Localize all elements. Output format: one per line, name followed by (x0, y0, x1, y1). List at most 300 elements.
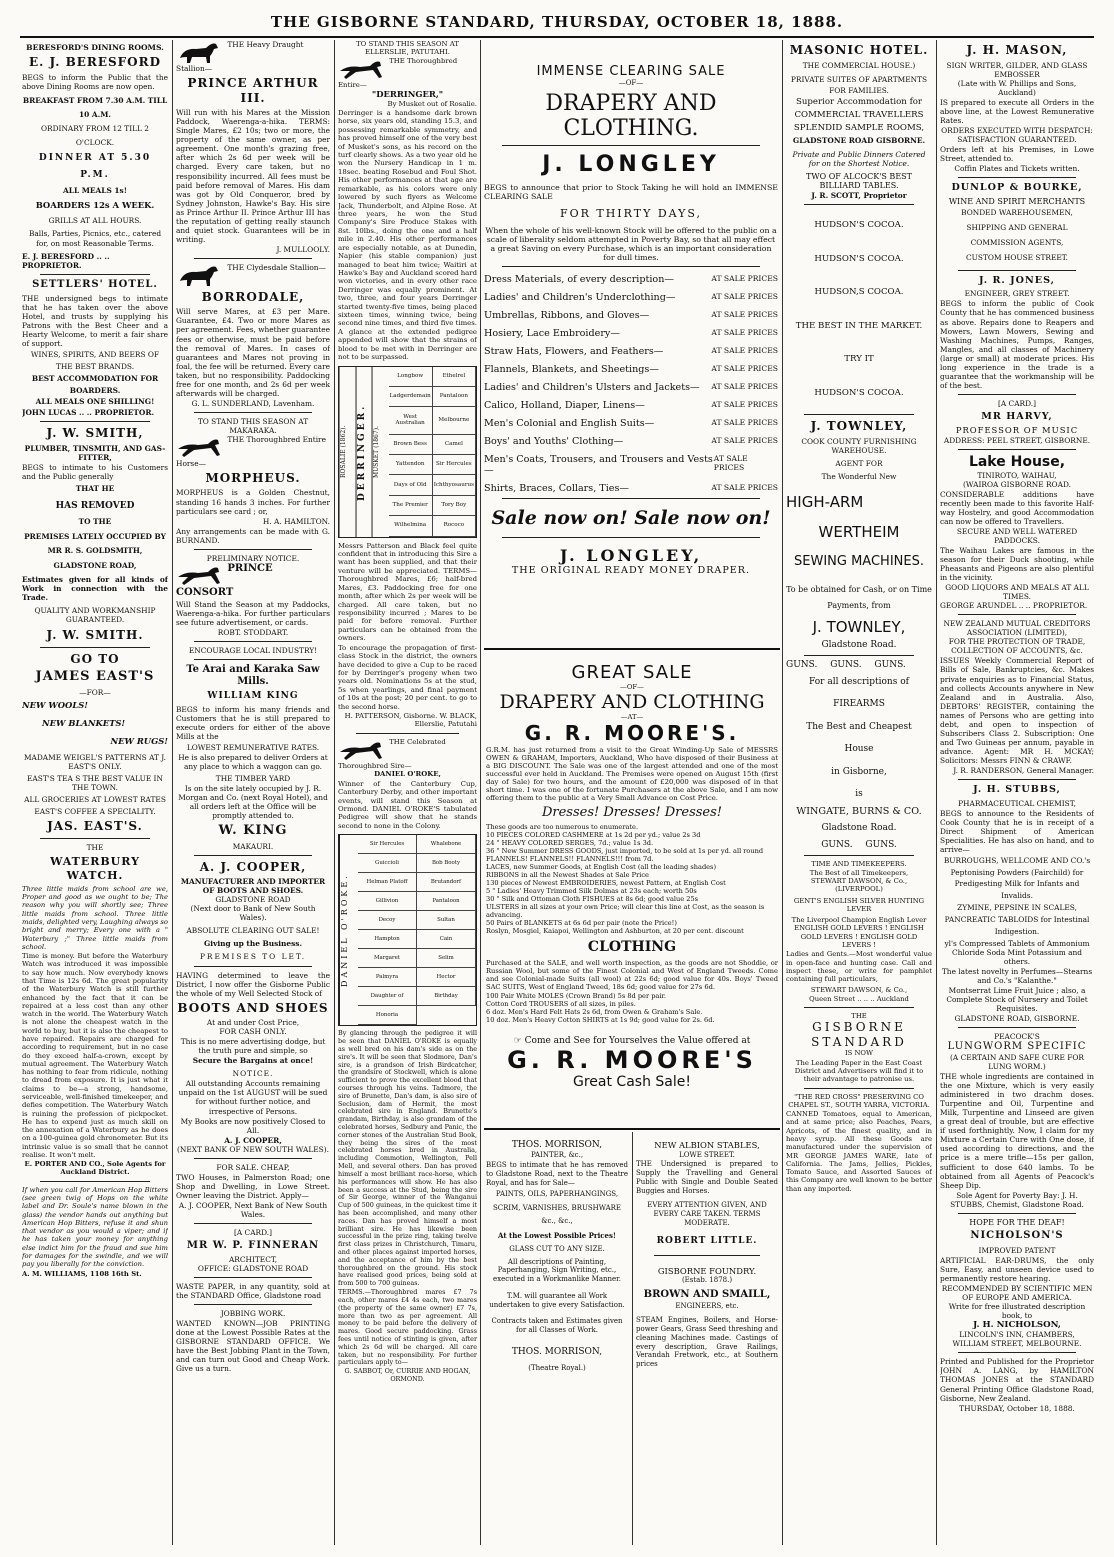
smith-line: TO THE (78, 516, 112, 526)
dawson-signature: STEWART DAWSON, & Co., (810, 986, 908, 995)
masonic-line: PRIVATE SUITES OF APARTMENTS FOR FAMILIES. (790, 74, 928, 95)
pedigree-side: ROSALIE (1862). (339, 367, 356, 537)
creditors-title: NEW ZEALAND MUTUAL CREDITORS ASSOCIATION (LIMITED), (943, 619, 1091, 638)
east-line: NEW RUGS! (110, 735, 168, 746)
dawson-gold: ENGLISH GOLD LEVERS ! ENGLISH GOLD LEVERS ! ENGLISH GOLD LEVERS ! (794, 924, 924, 949)
dan-pedigree-grid (358, 835, 476, 1025)
settlers-line: WINES, SPIRITS, AND BEERS OF THE BEST BRANDS. (30, 349, 160, 371)
longley-item-row (484, 483, 778, 494)
hopbitters-signature: A. M. WILLIAMS, 1108 16th St. (22, 1269, 142, 1278)
guns-line: in Gisborne, (831, 766, 887, 777)
longley-item-row (484, 400, 778, 411)
longley-item-row (484, 418, 778, 429)
moore-name: G. R. MOORE'S. (524, 721, 740, 745)
moore-name2: G. R. MOORE'S (507, 1046, 757, 1074)
morrison-addr: (Theatre Royal.) (528, 1364, 586, 1373)
moore-footer (486, 1036, 778, 1126)
morrison-trade: PAINTER, &c., (530, 1151, 584, 1160)
moore-come (486, 1036, 778, 1046)
moore-body: G.R.M. has just returned from a visit to the Great Winding-Up Sale of MESSRS OWEN & GRAHAM, Importers, Auckland, Who have disposed of their Business at a BIG DISCOUNT. The Sale was one of the largest attended and one of the most successful ever held in Auckland. The Premises were opened on August 15th (first day of Sale) for two hours, and the amount of £20,000 was disposed of in that short time. I was one of the fortunate Purchasers at the above Sale, and I am now offering them to the public at a Very Small Advance on Cost Price. (486, 746, 778, 802)
cooper-clearing: ABSOLUTE CLEARING OUT SALE! (186, 926, 320, 936)
masonic-line: SPLENDID SAMPLE ROOMS, (793, 122, 925, 133)
stubbs-juice: Montserrat Lime Fruit Juice ; also, a Complete Stock of Nursery and Toilet Requisites. (946, 985, 1088, 1013)
foundry-estab: (Estab. 1878.) (681, 1276, 733, 1285)
jones-trade: ENGINEER, GREY STREET. (964, 289, 1070, 299)
dan-pedigree-cell: Bob Booty (417, 854, 476, 873)
east-signature: JAS. EAST'S. (47, 819, 143, 834)
moore-dress-line: RIBBONS in all the Newest Shades at Sale Price (486, 871, 649, 879)
longley-price: AT SALE PRICES (711, 483, 778, 492)
longley-price: AT SALE PRICES (711, 418, 778, 427)
east-name: JAMES EAST'S (35, 669, 155, 685)
sawmills-body: BEGS to inform his many friends and Customers that he is still prepared to execute orders for either of the above Mills at the (176, 705, 330, 742)
pedigree-cell: Days of Old (389, 475, 433, 495)
lake-title: Lake House, (968, 453, 1066, 470)
beresford-name: E. J. BERESFORD (28, 55, 162, 70)
derringer-terms: Messrs Patterson and Black feel quite confident that in introducing this Sire a want has been supplied, and that their venture will be appreciated. TERMS—Thoroughbred Mares, £6; half-bred Mares, £3. Paddocking free for one month, after which 2s per week will be charged. All care taken, but no responsibility incurred ; Mares to be paid for before removal. Further particulars can be obtained from the owners. (338, 541, 477, 643)
townley-wonderful: The Wonderful New (821, 472, 897, 482)
red-cross-addr: CHAPEL ST., SOUTH YARRA, VICTORIA. (788, 1100, 930, 1109)
moore-ad (486, 662, 778, 1032)
dan-pedigree (338, 834, 477, 1026)
derringer-by: By Musket out of Rosalie. (387, 99, 477, 108)
watch-title: WATERBURY WATCH. (50, 855, 140, 882)
smith-name: J. W. SMITH, (46, 426, 144, 441)
standard-now: IS NOW (844, 1049, 873, 1058)
guns-line: The Best and Cheapest (806, 721, 912, 732)
guns-guns: GUNS. GUNS. GUNS. (786, 659, 906, 670)
stubbs-line: BURROUGHS, WELLCOME AND CO.'s (943, 855, 1091, 865)
settlers-line: ALL MEALS ONE SHILLING! (35, 397, 155, 407)
dawson-champion: The Liverpool Champion English Lever (791, 916, 927, 925)
cooper-signature: A. J. COOPER, (224, 1135, 282, 1145)
dan-pedigree-side: DANIEL O'ROKE. (339, 835, 358, 1025)
pedigree-cell: Longbow (389, 367, 433, 387)
morpheus-top: TO STAND THIS SEASON AT MAKARAKA. (197, 416, 309, 435)
longley-price: AT SALE PRICES (711, 328, 778, 337)
sawmills-title: Te Arai and Karaka Saw Mills. (186, 664, 320, 688)
east-goto: GO TO (70, 651, 120, 666)
dawson-best: The Best of all Timekeepers, (809, 868, 909, 877)
dan-pedigree-cell: Whalebone (417, 835, 476, 854)
beresford-body: BEGS to inform the Public that the above Dining Rooms are now open. (22, 72, 168, 91)
townley-wertheim: WERTHEIM (818, 523, 900, 542)
prince-consort-body: Will Stand the Season at my Paddocks, Waerenga-a-hika. For further particulars see future advertisement, or cards. (176, 599, 330, 627)
derringer-lead: THE Thoroughbred Entire— (338, 56, 458, 89)
morrison-line: PAINTS, OILS, PAPERHANGINGS, (495, 1190, 619, 1199)
dunlop-line: BONDED WAREHOUSEMEN, (961, 208, 1073, 218)
townley-addr: Gladstone Road. (821, 639, 897, 650)
cocoa-ad (786, 209, 932, 410)
horse-icon (176, 263, 222, 287)
dan-body: Winner of the Canterbury Cup, Canterbury Derby, and other important events, will stand this Season at Ormond. DANIEL O'ROKE'S tabulated Pedigree will show that he stands second to none in the Colony. (338, 779, 477, 830)
guns-line: For all descriptions of (809, 676, 909, 687)
imprint: Printed and Published for the Proprietor JOHN A. LANG, by HAMILTON THOMAS JONES at the STANDARD General Printing Office Gladstone Road, Gisborne, New Zealand. (940, 1357, 1094, 1403)
stubbs-name: J. H. STUBBS, (973, 783, 1061, 795)
dan-lead: THE Celebrated Thoroughbred Sire— (338, 737, 446, 770)
beresford-line: BOARDERS 12s A WEEK. (35, 200, 155, 211)
cooper-boots: BOOTS AND SHOES (177, 1000, 329, 1015)
morrison-glass: GLASS CUT TO ANY SIZE. (509, 1244, 605, 1253)
moore-dress-line: 5 " Ladies' Heavy Trimmed Silk Dolmas at 23s each; worth 50s (486, 887, 697, 895)
cocoa-line: HUDSON'S COCOA. (814, 387, 904, 398)
borrodale-signature: G. L. SUNDERLAND, Lavenham. (191, 398, 315, 408)
deaf-write: Write for free illustrated description book, to (948, 1301, 1086, 1320)
morrison-prices: At the Lowest Possible Prices! (498, 1231, 616, 1241)
beresford-lines (22, 94, 168, 229)
prince-arthur-lead: THE Heavy Draught Stallion— (176, 40, 304, 73)
stubbs-addr: GLADSTONE ROAD, GISBORNE. (954, 1013, 1080, 1023)
guns-guns2: GUNS. GUNS. (821, 840, 897, 851)
harvy-name: MR HARVY, (981, 410, 1053, 422)
smith-line: PREMISES LATELY OCCUPIED BY (24, 531, 166, 541)
longley-top: IMMENSE CLEARING SALE (536, 64, 726, 79)
dan-pedigree-cell: Hector (417, 968, 476, 987)
watch-poem: Three little maids from school are we, Proper and good as we ought to be; The reason why you will shortly see; Three little maids from school. Three little maids, delighted very, Laughing always so bright and merry; Every one with a " Waterbury ;" Three little maids from school. (22, 884, 168, 951)
smith-body: BEGS to intimate to his Customers and the Public generally (22, 462, 168, 481)
cooper-body: HAVING determined to leave the District, I now offer the Gisborne Public the whole of my Well Selected Stock of (176, 970, 330, 998)
stubbs-foot: yl's Compressed Tablets of Ammonium Chloride Soda Mint Potassium and others. (944, 938, 1090, 966)
lake-road: (WAIROA GISBORNE ROAD. (963, 479, 1071, 489)
mason-late: (Late with W. Phillips and Sons, Auckland) (957, 78, 1077, 97)
townley-machines: SEWING MACHINES. (794, 553, 924, 569)
sawmills-signature: W. KING (218, 822, 288, 838)
longley-item: Ladies' and Children's Ulsters and Jackets— (484, 382, 700, 393)
peacock-title: PEACOCK'S (994, 1031, 1040, 1041)
harvy-trade: PROFESSOR OF MUSIC (955, 425, 1079, 436)
albion-attention: EVERY ATTENTION GIVEN, AND EVERY CARE TAKEN. TERMS MODERATE. (647, 1201, 767, 1227)
cocoa-line: THE BEST IN THE MARKET. (795, 320, 923, 331)
stubbs-line: Peptonising Powders (Fairchild) for (950, 867, 1084, 877)
dan-pedigree-cell: Sir Hercules (358, 835, 417, 854)
borrodale-body: Will serve Mares, at £3 per Mare. Guarantee, £4. Two or more Mares as per agreement. Fees, whether guarantee fees or otherwise, must be paid before the removal of Mares. In cases of guarantees and Mares not proving in foal, the fee will be returned. Every care taken, but no responsibility. Paddocking free for one month, and 2s 6d per week afterwards will be charged. (176, 307, 330, 398)
borrodale-name: BORRODALE, (201, 289, 305, 304)
forsale-signature: A. J. COOPER, Next Bank of New South Wales. (178, 1200, 328, 1219)
smith-line: THAT HE (75, 483, 115, 493)
dan-pedigree-cell: Cain (417, 930, 476, 949)
hand-icon: ☞ (513, 1036, 522, 1046)
moore-dress-line: ULSTERS in all sizes at your own Price; will clear this line at Cost, as the season is advancing. (486, 903, 765, 919)
beresford-line: GRILLS AT ALL HOURS. (48, 216, 142, 226)
longley-price: AT SALE PRICES (711, 292, 778, 301)
harvy-card: [A CARD.] (997, 398, 1037, 408)
guns-signature: WINGATE, BURNS & CO. (796, 805, 922, 817)
standard-body: The Leading Paper in the East Coast District and Advertisers will find it to their advantage to patronise us. (794, 1058, 924, 1084)
morpheus-ad (176, 417, 330, 545)
cooper-notice: NOTICE. (232, 1069, 274, 1079)
stubbs-latest: The latest novelty in Perfumes—Stearns and Co.'s "Kalanthe." (941, 966, 1093, 985)
prince-arthur-ad (176, 40, 330, 254)
derringer-top: TO STAND THIS SEASON AT ELLERSLIE, PATUTAHI. (356, 40, 459, 57)
smith-foot: Estimates given for all kinds of Work in connection with the Trade. (22, 575, 168, 603)
masonic-sub: THE COMMERCIAL HOUSE.) (802, 60, 916, 70)
pedigree-side: DERRINGER. (356, 367, 373, 537)
dan-pedigree-cell: Birthday (417, 987, 476, 1006)
smith-line: MR R. S. GOLDSMITH, (47, 546, 143, 556)
stubbs-body: BEGS to announce to the Residents of Cook County that he is in receipt of a Direct Shipment of American Specialities. He has also on hand, and to arrive— (940, 808, 1094, 854)
borrodale-ad (176, 263, 330, 408)
pedigree-cell: Rococo (433, 516, 476, 536)
moore-clothing-body: Purchased at the SALE, and well worth inspection, as the goods are not Shoddie, or Russian Wool, but some of the Finest Colonial and West of England Tweeds. Come and see Colonial-made Suits (all wool) at 22s 6d; good value for 40s. Boys' Tweed SAC SUITS, West of England Tweed, 18s 6d; good value for 27s 6d. (486, 959, 778, 991)
dan-pedigree-cell: Margaret (358, 949, 417, 968)
masonic-title: MASONIC HOTEL. (789, 43, 929, 57)
peacock-sub: (A CERTAIN AND SAFE CURE FOR LUNG WORM.) (950, 1053, 1084, 1072)
column-2 (176, 40, 330, 1545)
jones-body: BEGS to inform the public of Cook County that he has commenced business as above. Repairs done to Reapers and Mowers, Lawn Mowers, Sewing and Washing Machines, Pumps, Ranges, Mangles, and all classes of Machinery (large or small) at moderate prices. His long experience in the trade is a guarantee that the workmanship will be of the best. (940, 299, 1094, 390)
finneran-name: MR W. P. FINNERAN (186, 1239, 320, 1251)
cocoa-line: TRY IT (844, 354, 874, 365)
dawson-street: Queen Street .. .. .. Auckland (809, 994, 909, 1003)
foundry-title: GISBORNE FOUNDRY. (657, 1265, 757, 1276)
moore-clothing: CLOTHING (587, 939, 677, 955)
beresford-line: ORDINARY FROM 12 TILL 2 O'CLOCK. (41, 124, 149, 148)
longley-item: Calico, Holland, Diaper, Linens— (484, 400, 645, 411)
encourage-industry: ENCOURAGE LOCAL INDUSTRY! (188, 646, 318, 655)
dan-pedigree-cell: Daughter of (358, 987, 417, 1006)
column-rule (632, 1132, 633, 1545)
pedigree-cell: Brown Bess (389, 435, 433, 455)
red-cross-title: "THE RED CROSS" PRESERVING CO (794, 1092, 924, 1101)
longley-signature: J. LONGLEY, (559, 546, 703, 565)
longley-item: Men's Colonial and English Suits— (484, 418, 655, 429)
smith-trade: PLUMBER, TINSMITH, AND GAS-FITTER, (24, 443, 166, 462)
moore-dress-lines (486, 823, 778, 935)
townley-name: J. TOWNLEY, (810, 419, 908, 434)
settlers-signature: JOHN LUCAS .. .. PROPRIETOR. (22, 408, 155, 418)
prince-consort-ad (176, 554, 330, 637)
mason-name: J. H. MASON, (966, 43, 1068, 57)
moore-dress-line: 130 pieces of Newest EMBROIDERIES, newest Pattern, at English Cost (486, 879, 726, 887)
dan-pedigree-cell: Guiccioli (358, 854, 417, 873)
column-5 (786, 40, 932, 1545)
pedigree-cell: Pantaloon (433, 387, 476, 407)
longley-item-row (484, 436, 778, 447)
townley-signature: J. TOWNLEY, (812, 617, 906, 636)
mason-body: IS prepared to execute all Orders in the above line, at the Lowest Remunerative Rates. (940, 97, 1094, 125)
harvy-addr: ADDRESS: PEEL STREET, GISBORNE. (943, 435, 1091, 445)
smith-line: HAS REMOVED (55, 500, 135, 511)
foundry-body: STEAM Engines, Boilers, and Horse-power Gears, Grass Seed threshing and cleaning Machines made. Castings of every description, Grave Railings, Verandah Fretwork, etc., at Southern prices (636, 1316, 778, 1368)
prince-consort-name: PRINCE CONSORT (176, 562, 273, 598)
settlers-line: BEST ACCOMMODATION FOR BOARDERS. (31, 373, 159, 395)
derringer-encourage: To encourage the propagation of first-class Stock in the district, the owners have decided to give a Cup to be raced for by Derringer's progeny when two years old. Nominations 5s at the stud, 5s when yearlings, and final payment of 10s at the post; 20 per cent. to go to the second horse. (338, 643, 477, 711)
east-line: NEW WOOLS! (22, 700, 88, 711)
dunlop-body: WINE AND SPIRIT MERCHANTS (948, 196, 1086, 206)
east-coffee: EAST'S COFFEE A SPECIALITY. (34, 807, 156, 817)
longley-item-row (484, 454, 778, 476)
longley-item-row (484, 292, 778, 303)
sawmills-place: MAKAURI. (232, 841, 274, 851)
watch-the: THE (86, 843, 104, 853)
longley-price: AT SALE PRICES (711, 310, 778, 319)
beresford-foot: Balls, Parties, Picnics, etc., catered for, on most Reasonable Terms. (28, 229, 162, 248)
pedigree-cell: The Premier (389, 496, 433, 516)
guns-line: is (855, 789, 863, 800)
deaf-name: NICHOLSON'S (970, 1230, 1064, 1242)
longley-price: AT SALE PRICES (713, 454, 748, 472)
creditors-signature: J. R. RANDERSON, General Manager. (953, 765, 1094, 775)
stubbs-line: ZYMINE, PEPSINE IN SCALES, PANCREATIC TABLOIDS for Intestinal Indigestion. (944, 903, 1090, 936)
creditors-body: ISSUES Weekly Commercial Report of Bills of Sale, Bankruptcies, &c. Makes private enquiries as to Financial Status, and collects Accounts anywhere in New Zealand and in Australia. Also, DEBTORS' REGISTER, containing the names of Persons who are getting into debt, and open to inspection of Subscribers Class 2. Subscription: One and Two Guineas per annum, payable in advance. Agent: MR H. MCKAY; Solicitors: Messrs FINN & CRAWF. (940, 656, 1094, 765)
divider (484, 1128, 780, 1130)
cocoa-line: HUDSON,S COCOA. (814, 287, 904, 298)
longley-item: Umbrellas, Ribbons, and Gloves— (484, 310, 650, 321)
peacock-body: THE whole ingredients are contained in the one Mixture, which is very easily administered in two drachm doses. Turpentine and Oil, Turpentine and Milk, Turpentine and Linseed are given a great deal of trouble, but are effective if used forthnightly. Now, I claim for my Mixture a Certain Cure with One dose, if used according to directions, and the price is a mere trifle—15s per gallon, sufficient to dose 640 lambs. To be obtained from all Agents of Peacock's Sheep Dip. (940, 1072, 1094, 1190)
horse-icon (338, 738, 384, 762)
finneran-office: OFFICE: GLADSTONE ROAD (197, 1264, 309, 1274)
longley-item-row (484, 310, 778, 321)
moore-dress-line: FLANNELS! FLANNELS!! FLANNELS!!! from 7d. (486, 855, 654, 863)
guns-lines (786, 671, 932, 806)
deaf-street: WILLIAM STREET, MELBOURNE. (952, 1339, 1082, 1349)
forsale-body: TWO Houses, in Palmerston Road; one Shop and Dwelling, in Lowe Street. Owner leaving the District. Apply— (176, 1172, 330, 1200)
albion-addr: LOWE STREET. (679, 1150, 735, 1159)
masthead: THE GISBORNE STANDARD, THURSDAY, OCTOBER 18, 1888. (20, 8, 1094, 38)
pedigree-cell: Tory Boy (433, 496, 476, 516)
pedigree-cell: Ladgerdemain (389, 387, 433, 407)
deaf-body: ARTIFICIAL EAR-DRUMS, the only Sure, Easy, and unseen device used to permanently restore hearing. (940, 1255, 1094, 1283)
townley-body: To be obtained for Cash, or on Time Payments, from (786, 584, 932, 610)
pedigree-cell: Ethelrel (433, 367, 476, 387)
morrison-desc: All descriptions of Painting, Paperhanging, Sign Writing, etc., executed in a Workmanlike Manner. (493, 1257, 621, 1284)
longley-price: AT SALE PRICES (711, 400, 778, 409)
morpheus-foot: Any arrangements can be made with G. BURNAND. (176, 526, 330, 545)
column-6 (940, 40, 1094, 1545)
column-1 (22, 40, 168, 1545)
longley-item: Shirts, Braces, Collars, Ties— (484, 483, 629, 494)
longley-item-row (484, 346, 778, 357)
moore-clothing-line: Cotton Cord TROUSERS of all sizes, in piles. (486, 1000, 636, 1008)
guns-addr: Gladstone Road. (821, 823, 897, 834)
cooper-signature-next: (NEXT BANK OF NEW SOUTH WALES). (177, 1144, 329, 1154)
east-for: —FOR— (79, 688, 111, 698)
moore-dress-line: 36 " New Summer DRESS GOODS, just imported, to be sold at 1s per yd. all round (486, 847, 764, 855)
dan-terms: TERMS.—Thoroughbred mares £7 7s each, other mares £4 4s each, two mares (the property of the same owner) £7 7s, more than two as per agreement. All money to be paid before the delivery of mares. Good secure paddocking. Grass fees until notice of stinting is given, after which 2s 6d will be charged. All care taken, but no responsibility. For further particulars apply to— (338, 1288, 477, 1367)
dunlop-line: CUSTOM HOUSE STREET. (966, 252, 1068, 262)
prince-arthur-body: Will run with his Mares at the Mission Paddock, Waerenga-a-hika. TERMS: Single Mares, £2 10s; two or more, the property of the same owner, as per agreement. One month's grazing free, after which 2s 6d per week will be charged. Every care taken, but no responsibility incurred. All fees must be paid before removal of Mares. His dam was got by Old Conqueror, bred by Sydney Johnston, Hawke's Bay. His sire as Prince Arthur II. Prince Arthur III has the reputation of getting really staunch and quiet stock. Guarantees will be in writing. (176, 108, 330, 244)
dawson-body: Ladies and Gents.—Most wonderful value in open-face and hunting case. Call and inspect these, or write for pamphlet containing full particulars, (786, 950, 932, 984)
moore-dress-line: 10 PIECES COLORED CASHMERE at 1s 2d per yd.; value 2s 3d (486, 831, 701, 839)
dawson-name: STEWART DAWSON, & Co., (810, 876, 908, 885)
moore-cash: Great Cash Sale! (573, 1074, 691, 1090)
stubbs-line: Predigesting Milk for Infants and (954, 879, 1080, 889)
guns-line: FIREARMS (833, 699, 885, 710)
jones-name: J. R. JONES, (978, 274, 1056, 286)
morrison-name: THOS. MORRISON, (511, 1140, 603, 1150)
borrodale-lead: THE Clydesdale Stallion— (227, 262, 326, 272)
longley-item: Boys' and Youths' Clothing— (484, 436, 624, 447)
sawmills-yard: THE TIMBER YARD (215, 773, 291, 783)
creditors-sub: FOR THE PROTECTION OF TRADE, COLLECTION OF ACCOUNTS, &c. (948, 637, 1086, 656)
dan-pedigree-cell: Honoria (358, 1006, 417, 1025)
dan-pedigree-cell: Helman Platoff (358, 873, 417, 892)
column-rule (936, 40, 937, 1545)
longley-item: Hosiery, Lace Embroidery— (484, 328, 620, 339)
morpheus-body: MORPHEUS is a Golden Chestnut, standing 16 hands 3 inches. For further particulars see card ; or, (176, 488, 330, 516)
standard-name: GISBORNE STANDARD (811, 1020, 907, 1049)
dan-signature: G. SABBOT, Or, CURRIE AND HOGAN, ORMOND. (344, 1367, 471, 1383)
longley-ad (484, 44, 778, 646)
pedigree-cell: Ichthyosaurus (433, 475, 476, 495)
settlers-body: THE undersigned begs to intimate that he has taken over the above Hotel, and trusts by supplying his Patrons with the Best Cheer and a Hearty Welcome, to merit a fair share of support. (22, 293, 168, 348)
horse-icon (176, 435, 222, 459)
masonic-line: COMMERCIAL TRAVELLERS (794, 109, 924, 120)
moore-dress-line: 24 " HEAVY COLORED SERGES, 7d.; value 1s 3d. (486, 839, 654, 847)
column-rule (172, 40, 173, 1545)
cooper-trade: MANUFACTURER AND IMPORTER OF BOOTS AND SHOES. (180, 877, 326, 896)
mason-orders: ORDERS EXECUTED WITH DESPATCH: SATISFACTION GUARANTEED. (941, 125, 1093, 144)
sawmills-yard-body: Is on the site lately occupied by J. R. Morgan and Co. (next Royal Hotel), and all orders left at the Office will be promptly attended to. (178, 783, 328, 820)
stubbs-line: Invalids. (1001, 891, 1033, 901)
masonic-line: GLADSTONE ROAD GISBORNE. (792, 135, 926, 145)
divider (484, 648, 780, 650)
masonic-line: Superior Accommodation for (795, 96, 923, 107)
beresford-signature: E. J. BERESFORD .. .. PROPRIETOR. (22, 251, 110, 270)
morpheus-name: MORPHEUS. (205, 470, 301, 485)
sawmills-name: WILLIAM KING (207, 691, 299, 702)
morrison-signature: THOS. MORRISON, (511, 1346, 603, 1357)
sawmills-rates: LOWEST REMUNERATIVE RATES. (186, 742, 320, 752)
morrison-contracts: Contracts taken and Estimates given for all Classes of Work. (491, 1317, 623, 1335)
albion-ad (636, 1134, 778, 1546)
deaf-sub: IMPROVED PATENT (978, 1245, 1056, 1255)
cooper-secure: Secure the Bargains at once! (192, 1056, 314, 1066)
longley-body: BEGS to announce that prior to Stock Taking he will hold an IMMENSE CLEARING SALE (484, 183, 778, 201)
albion-title: NEW ALBION STABLES, (654, 1140, 760, 1150)
pedigree-cell: Camel (433, 435, 476, 455)
morrison-guarantee: T.M. will guarantee all Work undertaken to give every Satisfaction. (489, 1291, 625, 1309)
east-teas: EAST'S TEA S THE BEST VALUE IN THE TOWN. (27, 774, 163, 793)
dan-pedigree-cell: Hampton (358, 930, 417, 949)
longley-item: Ladies' and Children's Underclothing— (484, 292, 676, 303)
moore-title: DRAPERY AND CLOTHING (499, 691, 765, 713)
smith-signature: J. W. SMITH. (46, 628, 144, 643)
mason-trade: SIGN WRITER, GILDER, AND GLASS EMBOSSER (946, 60, 1088, 79)
beresford-line: BREAKFAST FROM 7.30 A.M. TILL 10 A.M. (22, 95, 168, 119)
longley-items (484, 274, 778, 494)
cooper-notice-body: All outstanding Accounts remaining unpaid on the 1st AUGUST will be sued for without further notice, and irrespective of Persons. (178, 1079, 328, 1116)
stubbs-trade: PHARMACEUTICAL CHEMIST, (958, 798, 1076, 808)
dunlop-name: DUNLOP & BOURKE, (951, 182, 1083, 193)
moore-at: —AT— (620, 713, 644, 721)
cooper-premises: PREMISES TO LET. (199, 952, 307, 962)
longley-item-row (484, 382, 778, 393)
longley-item-row (484, 364, 778, 375)
pedigree-grid (389, 367, 476, 537)
deaf-addr: LINCOLN'S INN, CHAMBERS, (959, 1330, 1075, 1340)
settlers-title: SETTLERS' HOTEL. (32, 278, 158, 290)
moore-clothing-line: 100 Pair White MOLES (Crown Brand) 5s 8d per pair. (486, 992, 666, 1000)
cooper-books: My Books are now positively Closed to All. (180, 1116, 326, 1135)
beresford-line: DINNER AT 5.30 P.M. (38, 153, 152, 181)
sawmills-foot: He is also prepared to deliver Orders at any place to which a waggon can go. (178, 752, 328, 771)
cooper-cash: FOR CASH ONLY. (219, 1027, 287, 1037)
mason-coffin: Coffin Plates and Tickets written. (954, 163, 1080, 173)
moore-clothing-line: 10 doz. Men's Heavy Cotton SHIRTS at 1s 9d; good value for 2s. 6d. (486, 1016, 715, 1024)
masonic-lines (786, 74, 932, 146)
foundry-firm: BROWN AND SMAILL, (643, 1289, 771, 1300)
smith-lines (22, 482, 168, 574)
east-weigel: MADAME WEIGEL'S PATTERNS AT J. EAST'S ONLY. (23, 753, 167, 772)
deaf-rec: RECOMMENDED BY SCIENTIFIC MEN OF EUROPE AND AMERICA. (941, 1283, 1093, 1302)
morrison-line: SCRIM, VARNISHES, BRUSHWARE (492, 1203, 622, 1212)
derringer-body: Derringer is a handsome dark brown horse, six years old, standing 15.3, and possessing remarkable symmetry, and has proved himself one of the very best of Musket's sons, as his record on the turf clearly shows. As a two year old he won the Nursery Handicap in 1 m. 18sec. beating Rosebud and Foul Shot. His other performances at that age are remarkable, as his colors were only lowered by such flyers as Welcome Jack, Thunderbolt, and Alpine Rose. At three years, he won the Stud Company's Sire Produce Stakes with 8st. 10lbs., doing the one and a half mile in 2.40. His other performances are especially notable, as at Dunedin, Napier (his stable companion) just managed to beat him twice; Waitiri at Hawke's Bay and Auckland scored hard won victories, and in every other race Derringer was equally prominent. At two, three, and four years Derringer started twenty-five times, being placed sixteen times, winning twice, being second nine times, and third five times. A glance at the extended pedigree appended will show that the strains of blood to be met with in Derringer are not to be surpassed. (338, 108, 477, 362)
standard-the: THE (851, 1011, 867, 1020)
column-rule (480, 40, 481, 1545)
pedigree-side: MUSKET (1867). (372, 367, 389, 537)
moore-dress-line: LACES, new Summer Goods, at English Cost (all the leading shades) (486, 863, 717, 871)
derringer-name: "DERRINGER," (371, 89, 444, 100)
